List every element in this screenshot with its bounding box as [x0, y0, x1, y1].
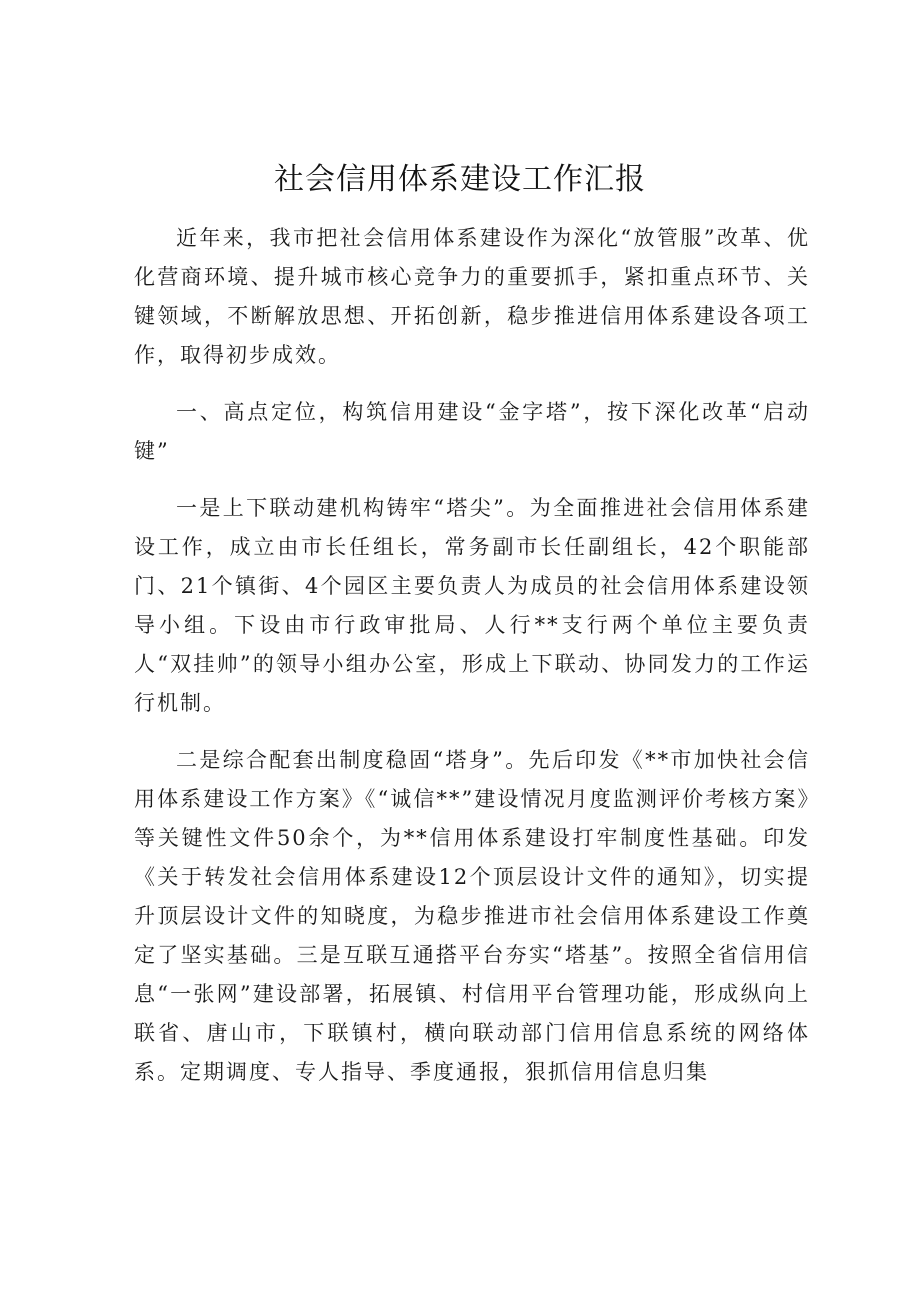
paragraph-tower-body: 二是综合配套出制度稳固“塔身”。先后印发《**市加快社会信用体系建设工作方案》《“诚信**”建设情况月度监测评价考核方案》等关键性文件50余个，为**信用体系建设打牢制度性基础。印发《关于转发社会信用体系建设12个顶层设计文件的通知》，切实提升顶层设计文件的知晓度，为稳步推进市社会信用体系建设工作奠定了坚实基础。三是互联互通搭平台夯实“塔基”。按照全省信用信息“一张网”建设部署，拓展镇、村信用平台管理功能，形成纵向上联省、唐山市，下联镇村，横向联动部门信用信息系统的网络体系。定期调度、专人指导、季度通报，狠抓信用信息归集 [134, 748, 810, 1084]
paragraph-tower-top: 一是上下联动建机构铸牢“塔尖”。为全面推进社会信用体系建设工作，成立由市长任组长，常务副市长任副组长，42个职能部门、21个镇街、4个园区主要负责人为成员的社会信用体系建设领导小组。下设由市行政审批局、人行**支行两个单位主要负责人“双挂帅”的领导小组办公室，形成上下联动、协同发力的工作运行机制。 [134, 496, 810, 715]
document-body [134, 219, 810, 1092]
document-title: 社会信用体系建设工作汇报 [274, 162, 646, 197]
section-heading-1: 一、高点定位，构筑信用建设“金字塔”，按下深化改革“启动键” [134, 400, 810, 463]
intro-paragraph: 近年来，我市把社会信用体系建设作为深化“放管服”改革、优化营商环境、提升城市核心竞争力的重要抓手，紧扣重点环节、关键领域，不断解放思想、开拓创新，稳步推进信用体系建设各项工作，取得初步成效。 [134, 226, 810, 367]
